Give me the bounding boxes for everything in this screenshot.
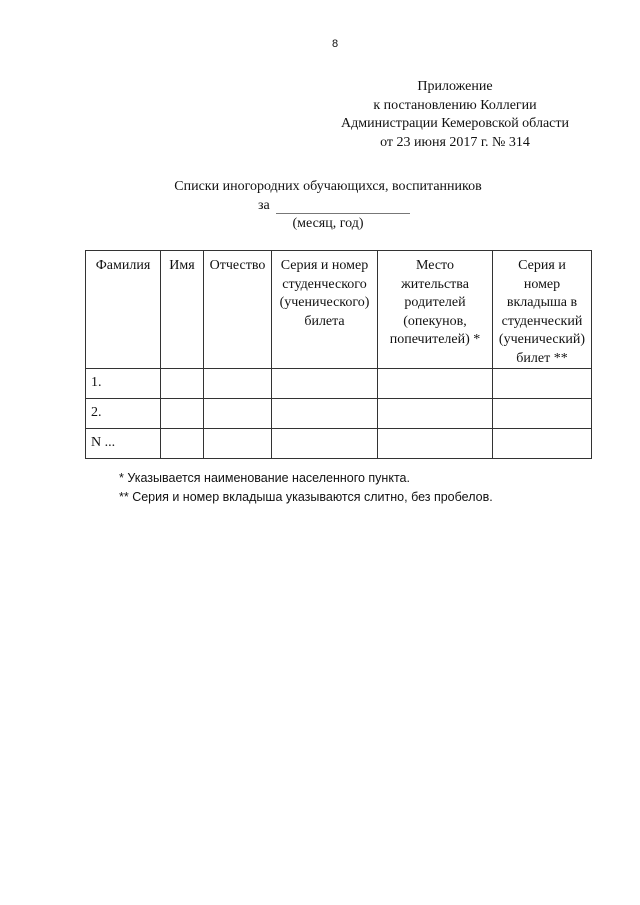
table-cell xyxy=(204,429,272,459)
header-surname: Фамилия xyxy=(86,251,161,369)
header-patronymic: Отчество xyxy=(204,251,272,369)
footnote-settlement: * Указывается наименование населенного пункта. xyxy=(119,471,410,485)
footnote-insert-number: ** Серия и номер вкладыша указываются слитно, без пробелов. xyxy=(119,490,493,504)
appendix-block xyxy=(300,78,610,152)
page-number: 8 xyxy=(331,38,339,50)
table-cell xyxy=(204,369,272,399)
table-row xyxy=(86,399,592,429)
table-cell xyxy=(272,429,378,459)
period-blank-line xyxy=(276,213,410,214)
period-line xyxy=(0,197,640,216)
header-parents-residence: Место жительства родителей (опекунов, попечителей) * xyxy=(378,251,493,369)
table-header-row xyxy=(86,251,592,369)
table-cell xyxy=(161,399,204,429)
table-cell xyxy=(493,369,592,399)
table-row xyxy=(86,429,592,459)
table-cell xyxy=(493,399,592,429)
table-cell xyxy=(161,429,204,459)
header-name: Имя xyxy=(161,251,204,369)
table-cell xyxy=(204,399,272,429)
appendix-resolution-line: к постановлению Коллегии xyxy=(373,97,537,113)
document-title-block xyxy=(0,178,640,234)
appendix-title: Приложение xyxy=(417,79,493,94)
table-cell xyxy=(378,399,493,429)
table-cell xyxy=(272,369,378,399)
footnotes xyxy=(119,469,493,507)
table-cell xyxy=(378,429,493,459)
table-cell xyxy=(161,369,204,399)
period-prefix: за xyxy=(258,197,270,213)
table-cell xyxy=(272,399,378,429)
appendix-date-line: от 23 июня 2017 г. № 314 xyxy=(380,134,530,150)
appendix-authority-line: Администрации Кемеровской области xyxy=(341,116,569,131)
table-cell xyxy=(378,369,493,399)
table-cell: 1. xyxy=(86,369,161,399)
table-cell: 2. xyxy=(86,399,161,429)
header-student-card: Серия и номер студенческого (ученического) билета xyxy=(272,251,378,369)
table-cell xyxy=(493,429,592,459)
table-row xyxy=(86,369,592,399)
document-title: Списки иногородних обучающихся, воспитанников xyxy=(174,179,482,194)
period-caption: (месяц, год) xyxy=(292,216,364,231)
header-insert-number: Серия и номер вкладыша в студенческий (ученический) билет ** xyxy=(493,251,592,369)
students-table xyxy=(85,250,592,459)
table-cell: N ... xyxy=(86,429,161,459)
